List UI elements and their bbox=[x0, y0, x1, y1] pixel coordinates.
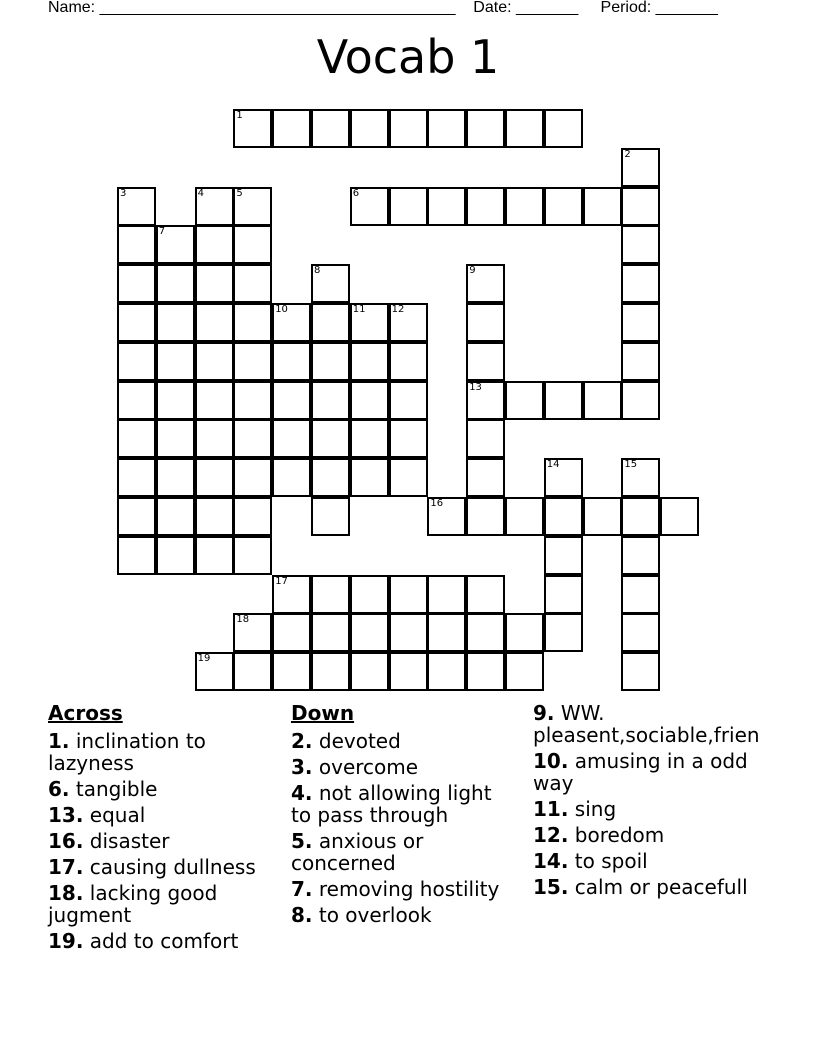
clue-number-label: 6. bbox=[48, 777, 70, 801]
clue-number: 11 bbox=[352, 304, 366, 315]
name-field-label: Name: ________________________________________ bbox=[48, 0, 456, 16]
grid-cell[interactable] bbox=[195, 225, 234, 264]
clue-item bbox=[533, 824, 768, 846]
down-clues bbox=[291, 702, 516, 930]
grid-cell[interactable] bbox=[350, 458, 389, 497]
grid-cell[interactable] bbox=[544, 613, 583, 652]
grid-cell[interactable] bbox=[117, 458, 156, 497]
grid-cell[interactable] bbox=[505, 109, 544, 148]
grid-cell[interactable] bbox=[311, 109, 350, 148]
grid-cell[interactable] bbox=[156, 303, 195, 342]
clue-number-label: 7. bbox=[291, 877, 313, 901]
clue-item bbox=[291, 878, 516, 900]
grid-cell[interactable] bbox=[660, 497, 699, 536]
clue-number: 12 bbox=[391, 304, 405, 315]
grid-cell[interactable] bbox=[621, 342, 660, 381]
grid-cell[interactable] bbox=[272, 109, 311, 148]
clue-text: disaster bbox=[83, 829, 170, 853]
grid-cell[interactable] bbox=[272, 613, 311, 652]
grid-cell[interactable] bbox=[621, 652, 660, 691]
grid-cell[interactable] bbox=[389, 613, 428, 652]
grid-cell[interactable] bbox=[311, 652, 350, 691]
grid-cell[interactable] bbox=[272, 419, 311, 458]
grid-cell[interactable] bbox=[544, 575, 583, 614]
grid-cell[interactable] bbox=[117, 187, 156, 226]
clue-text: devoted bbox=[312, 729, 401, 753]
clue-number-label: 14. bbox=[533, 849, 569, 873]
clue-number: 9 bbox=[469, 265, 476, 277]
grid-cell[interactable] bbox=[427, 109, 466, 148]
clue-text: overcome bbox=[312, 755, 419, 779]
clue-number-label: 16. bbox=[48, 829, 84, 853]
clue-text: anxious or concerned bbox=[291, 829, 424, 875]
grid-cell[interactable] bbox=[156, 342, 195, 381]
grid-cell[interactable] bbox=[466, 303, 505, 342]
grid-cell[interactable] bbox=[311, 419, 350, 458]
clue-number: 7 bbox=[158, 226, 166, 238]
grid-cell[interactable] bbox=[389, 303, 428, 342]
clue-text: amusing in a odd way bbox=[533, 749, 748, 795]
grid-cell[interactable] bbox=[195, 536, 234, 575]
grid-cell[interactable] bbox=[621, 381, 660, 420]
grid-cell[interactable] bbox=[621, 187, 660, 226]
grid-cell[interactable] bbox=[621, 264, 660, 303]
grid-cell[interactable] bbox=[195, 419, 234, 458]
grid-cell[interactable] bbox=[389, 419, 428, 458]
clue-number-label: 8. bbox=[291, 903, 313, 927]
clue-number-label: 19. bbox=[48, 929, 84, 953]
down-clues-continued bbox=[533, 702, 768, 902]
grid-cell[interactable] bbox=[466, 497, 505, 536]
clue-number-label: 10. bbox=[533, 749, 569, 773]
grid-cell[interactable] bbox=[117, 342, 156, 381]
grid-cell[interactable] bbox=[311, 264, 350, 303]
grid-cell[interactable] bbox=[195, 187, 234, 226]
grid-cell[interactable] bbox=[195, 381, 234, 420]
clue-item bbox=[533, 876, 768, 898]
grid-cell[interactable] bbox=[272, 458, 311, 497]
grid-cell[interactable] bbox=[195, 652, 234, 691]
grid-cell[interactable] bbox=[156, 381, 195, 420]
grid-cell[interactable] bbox=[233, 536, 272, 575]
clue-item bbox=[291, 756, 516, 778]
clue-number: 2 bbox=[624, 148, 631, 160]
grid-cell[interactable] bbox=[389, 342, 428, 381]
clue-number-label: 12. bbox=[533, 823, 569, 847]
clue-text: inclination to lazyness bbox=[48, 729, 206, 775]
grid-cell[interactable] bbox=[272, 652, 311, 691]
grid-cell[interactable] bbox=[621, 536, 660, 575]
clue-item bbox=[291, 782, 516, 826]
grid-cell[interactable] bbox=[195, 497, 234, 536]
crossword-grid bbox=[117, 109, 700, 692]
grid-cell[interactable] bbox=[156, 458, 195, 497]
grid-cell[interactable] bbox=[156, 264, 195, 303]
clue-text: WW. pleasent,sociable,frien bbox=[533, 702, 760, 747]
across-heading: Across bbox=[48, 701, 123, 725]
grid-cell[interactable] bbox=[505, 381, 544, 420]
grid-cell[interactable] bbox=[505, 497, 544, 536]
grid-cell[interactable] bbox=[621, 613, 660, 652]
clue-item bbox=[291, 830, 516, 874]
grid-cell[interactable] bbox=[427, 187, 466, 226]
clue-text: equal bbox=[83, 803, 146, 827]
clue-text: removing hostility bbox=[312, 877, 500, 901]
grid-cell[interactable] bbox=[544, 187, 583, 226]
grid-cell[interactable] bbox=[389, 187, 428, 226]
grid-cell[interactable] bbox=[350, 575, 389, 614]
grid-cell[interactable] bbox=[466, 381, 505, 420]
grid-cell[interactable] bbox=[233, 225, 272, 264]
grid-cell[interactable] bbox=[117, 381, 156, 420]
grid-cell[interactable] bbox=[117, 303, 156, 342]
clue-number: 16 bbox=[430, 498, 444, 509]
clue-number-label: 2. bbox=[291, 729, 313, 753]
grid-cell[interactable] bbox=[156, 497, 195, 536]
grid-cell[interactable] bbox=[505, 613, 544, 652]
grid-cell[interactable] bbox=[233, 187, 272, 226]
clue-item bbox=[291, 904, 516, 926]
clue-text: causing dullness bbox=[83, 855, 256, 879]
grid-cell[interactable] bbox=[544, 381, 583, 420]
clue-text: calm or peacefull bbox=[568, 875, 748, 899]
grid-cell[interactable] bbox=[117, 536, 156, 575]
grid-cell[interactable] bbox=[117, 225, 156, 264]
grid-cell[interactable] bbox=[389, 652, 428, 691]
clue-number: 18 bbox=[236, 614, 250, 626]
clue-item bbox=[533, 798, 768, 820]
clue-item bbox=[48, 882, 273, 926]
header-line bbox=[48, 0, 718, 17]
grid-cell[interactable] bbox=[466, 419, 505, 458]
grid-cell[interactable] bbox=[466, 613, 505, 652]
grid-cell[interactable] bbox=[350, 652, 389, 691]
grid-cell[interactable] bbox=[233, 342, 272, 381]
clue-text: not allowing light to pass through bbox=[291, 781, 492, 827]
grid-cell[interactable] bbox=[505, 652, 544, 691]
grid-cell[interactable] bbox=[233, 652, 272, 691]
grid-cell[interactable] bbox=[621, 458, 660, 497]
clue-number: 17 bbox=[275, 575, 288, 587]
clue-text: to overlook bbox=[312, 903, 432, 927]
grid-cell[interactable] bbox=[350, 303, 389, 342]
grid-cell[interactable] bbox=[621, 148, 660, 187]
page-title: Vocab 1 bbox=[316, 30, 500, 84]
clue-number-label: 17. bbox=[48, 855, 84, 879]
clue-number: 14 bbox=[546, 459, 560, 471]
grid-cell[interactable] bbox=[544, 536, 583, 575]
clue-number: 10 bbox=[275, 304, 288, 315]
grid-cell[interactable] bbox=[195, 342, 234, 381]
grid-cell[interactable] bbox=[389, 575, 428, 614]
grid-cell[interactable] bbox=[583, 497, 622, 536]
grid-cell[interactable] bbox=[311, 381, 350, 420]
clue-number-label: 11. bbox=[533, 797, 569, 821]
clue-number: 1 bbox=[236, 110, 243, 121]
clue-number-label: 1. bbox=[48, 729, 70, 753]
grid-cell[interactable] bbox=[583, 381, 622, 420]
grid-cell[interactable] bbox=[427, 652, 466, 691]
grid-cell[interactable] bbox=[195, 458, 234, 497]
clue-number-label: 4. bbox=[291, 781, 313, 805]
clue-number: 4 bbox=[197, 187, 204, 199]
grid-cell[interactable] bbox=[466, 575, 505, 614]
date-field-label: Date: _______ bbox=[473, 0, 579, 16]
clue-item bbox=[291, 730, 516, 752]
clue-text: add to comfort bbox=[83, 929, 239, 953]
grid-cell[interactable] bbox=[156, 419, 195, 458]
grid-cell[interactable] bbox=[233, 419, 272, 458]
grid-cell[interactable] bbox=[233, 497, 272, 536]
grid-cell[interactable] bbox=[466, 264, 505, 303]
grid-cell[interactable] bbox=[272, 303, 311, 342]
grid-cell[interactable] bbox=[233, 109, 272, 148]
grid-cell[interactable] bbox=[156, 536, 195, 575]
grid-cell[interactable] bbox=[544, 497, 583, 536]
grid-cell[interactable] bbox=[350, 109, 389, 148]
grid-cell[interactable] bbox=[505, 187, 544, 226]
clue-number: 19 bbox=[197, 653, 211, 665]
grid-cell[interactable] bbox=[621, 303, 660, 342]
clue-number: 8 bbox=[314, 265, 321, 277]
clue-item bbox=[48, 830, 273, 852]
grid-cell[interactable] bbox=[466, 109, 505, 148]
clue-number-label: 3. bbox=[291, 755, 313, 779]
grid-cell[interactable] bbox=[621, 225, 660, 264]
grid-cell[interactable] bbox=[350, 342, 389, 381]
grid-cell[interactable] bbox=[427, 497, 466, 536]
clue-item bbox=[533, 850, 768, 872]
grid-cell[interactable] bbox=[466, 652, 505, 691]
clue-text: lacking good jugment bbox=[48, 881, 218, 927]
clue-number-label: 5. bbox=[291, 829, 313, 853]
grid-cell[interactable] bbox=[311, 303, 350, 342]
clue-number-label: 9. bbox=[533, 702, 555, 725]
grid-cell[interactable] bbox=[466, 458, 505, 497]
grid-cell[interactable] bbox=[389, 458, 428, 497]
grid-cell[interactable] bbox=[389, 109, 428, 148]
clue-item bbox=[48, 804, 273, 826]
clue-number: 3 bbox=[120, 187, 127, 199]
clue-number: 6 bbox=[352, 187, 360, 199]
clue-number-label: 15. bbox=[533, 875, 569, 899]
down-heading: Down bbox=[291, 701, 355, 725]
grid-cell[interactable] bbox=[427, 613, 466, 652]
clue-text: sing bbox=[568, 797, 617, 821]
grid-cell[interactable] bbox=[311, 575, 350, 614]
grid-cell[interactable] bbox=[350, 381, 389, 420]
grid-cell[interactable] bbox=[544, 458, 583, 497]
clue-text: tangible bbox=[69, 777, 158, 801]
grid-cell[interactable] bbox=[311, 342, 350, 381]
grid-cell[interactable] bbox=[427, 575, 466, 614]
grid-cell[interactable] bbox=[311, 458, 350, 497]
grid-cell[interactable] bbox=[233, 264, 272, 303]
grid-cell[interactable] bbox=[311, 613, 350, 652]
clue-number-label: 18. bbox=[48, 881, 84, 905]
grid-cell[interactable] bbox=[544, 109, 583, 148]
grid-cell[interactable] bbox=[117, 419, 156, 458]
clue-number: 15 bbox=[624, 459, 638, 471]
clue-item bbox=[48, 730, 273, 774]
clue-number-label: 13. bbox=[48, 803, 84, 827]
grid-cell[interactable] bbox=[583, 187, 622, 226]
clue-item bbox=[48, 778, 273, 800]
grid-cell[interactable] bbox=[272, 381, 311, 420]
grid-cell[interactable] bbox=[389, 381, 428, 420]
grid-cell[interactable] bbox=[466, 187, 505, 226]
grid-cell[interactable] bbox=[466, 342, 505, 381]
period-field-label: Period: _______ bbox=[600, 0, 718, 16]
across-clues bbox=[48, 702, 273, 956]
clue-item bbox=[533, 702, 768, 746]
grid-cell[interactable] bbox=[156, 225, 195, 264]
grid-cell[interactable] bbox=[350, 187, 389, 226]
grid-cell[interactable] bbox=[621, 575, 660, 614]
grid-cell[interactable] bbox=[117, 264, 156, 303]
clue-item bbox=[48, 930, 273, 952]
grid-cell[interactable] bbox=[233, 458, 272, 497]
grid-cell[interactable] bbox=[233, 303, 272, 342]
grid-cell[interactable] bbox=[272, 342, 311, 381]
grid-cell[interactable] bbox=[311, 497, 350, 536]
grid-cell[interactable] bbox=[350, 419, 389, 458]
grid-cell[interactable] bbox=[195, 303, 234, 342]
grid-cell[interactable] bbox=[350, 613, 389, 652]
clue-item bbox=[48, 856, 273, 878]
grid-cell[interactable] bbox=[233, 381, 272, 420]
clue-number: 13 bbox=[469, 381, 482, 393]
clue-item bbox=[533, 750, 768, 794]
grid-cell[interactable] bbox=[272, 575, 311, 614]
grid-cell[interactable] bbox=[195, 264, 234, 303]
grid-cell[interactable] bbox=[233, 613, 272, 652]
clue-text: boredom bbox=[568, 823, 665, 847]
grid-cell[interactable] bbox=[117, 497, 156, 536]
clue-number: 5 bbox=[236, 187, 243, 199]
grid-cell[interactable] bbox=[621, 497, 660, 536]
clue-text: to spoil bbox=[568, 849, 648, 873]
